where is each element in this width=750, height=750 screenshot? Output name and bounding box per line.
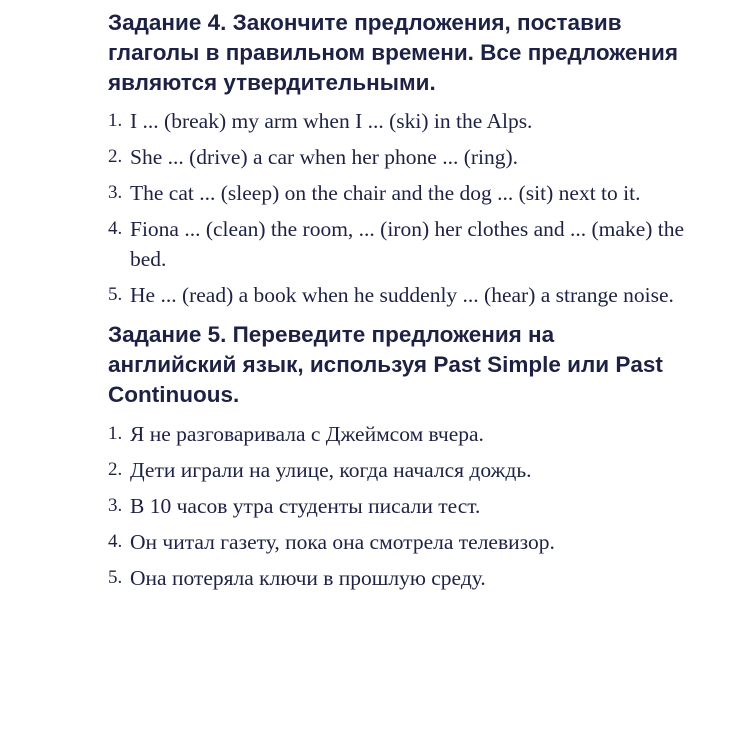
item-text: Дети играли на улице, когда начался дождь. — [130, 458, 532, 482]
list-item — [108, 142, 688, 172]
item-text: В 10 часов утра студенты писали тест. — [130, 494, 481, 518]
list-item — [108, 491, 688, 521]
item-text: He ... (read) a book when he suddenly ... (hear) a strange noise. — [130, 283, 674, 307]
item-number: 1. — [108, 423, 123, 444]
item-text: Fiona ... (clean) the room, ... (iron) her clothes and ... (make) the bed. — [130, 217, 685, 271]
item-number: 4. — [108, 218, 123, 239]
worksheet — [108, 8, 688, 599]
item-number: 4. — [108, 531, 123, 552]
task-5-list — [108, 419, 688, 593]
item-number: 2. — [108, 146, 123, 167]
list-item — [108, 280, 688, 310]
list-item — [108, 455, 688, 485]
item-number: 2. — [108, 459, 123, 480]
item-number: 5. — [108, 567, 123, 588]
list-item — [108, 214, 688, 274]
item-number: 1. — [108, 110, 123, 131]
item-number: 3. — [108, 495, 123, 516]
item-number: 3. — [108, 182, 123, 203]
item-text: She ... (drive) a car when her phone ... (ring). — [130, 145, 519, 169]
list-item — [108, 419, 688, 449]
list-item — [108, 527, 688, 557]
list-item — [108, 106, 688, 136]
item-text: The cat ... (sleep) on the chair and the dog ... (sit) next to it. — [130, 181, 641, 205]
task-4-title: Задание 4. Закончите предложения, поставив глаголы в правильном времени. Все предложения являются утвердительными. — [108, 10, 678, 95]
task-5-title: Задание 5. Переведите предложения на английский язык, используя Past Simple или Past Continuous. — [108, 322, 663, 407]
list-item — [108, 178, 688, 208]
item-text: Он читал газету, пока она смотрела телевизор. — [130, 530, 555, 554]
item-number: 5. — [108, 284, 123, 305]
list-item — [108, 563, 688, 593]
item-text: I ... (break) my arm when I ... (ski) in the Alps. — [130, 109, 533, 133]
task-4-list — [108, 106, 688, 310]
item-text: Я не разговаривала с Джеймсом вчера. — [130, 422, 484, 446]
item-text: Она потеряла ключи в прошлую среду. — [130, 566, 486, 590]
